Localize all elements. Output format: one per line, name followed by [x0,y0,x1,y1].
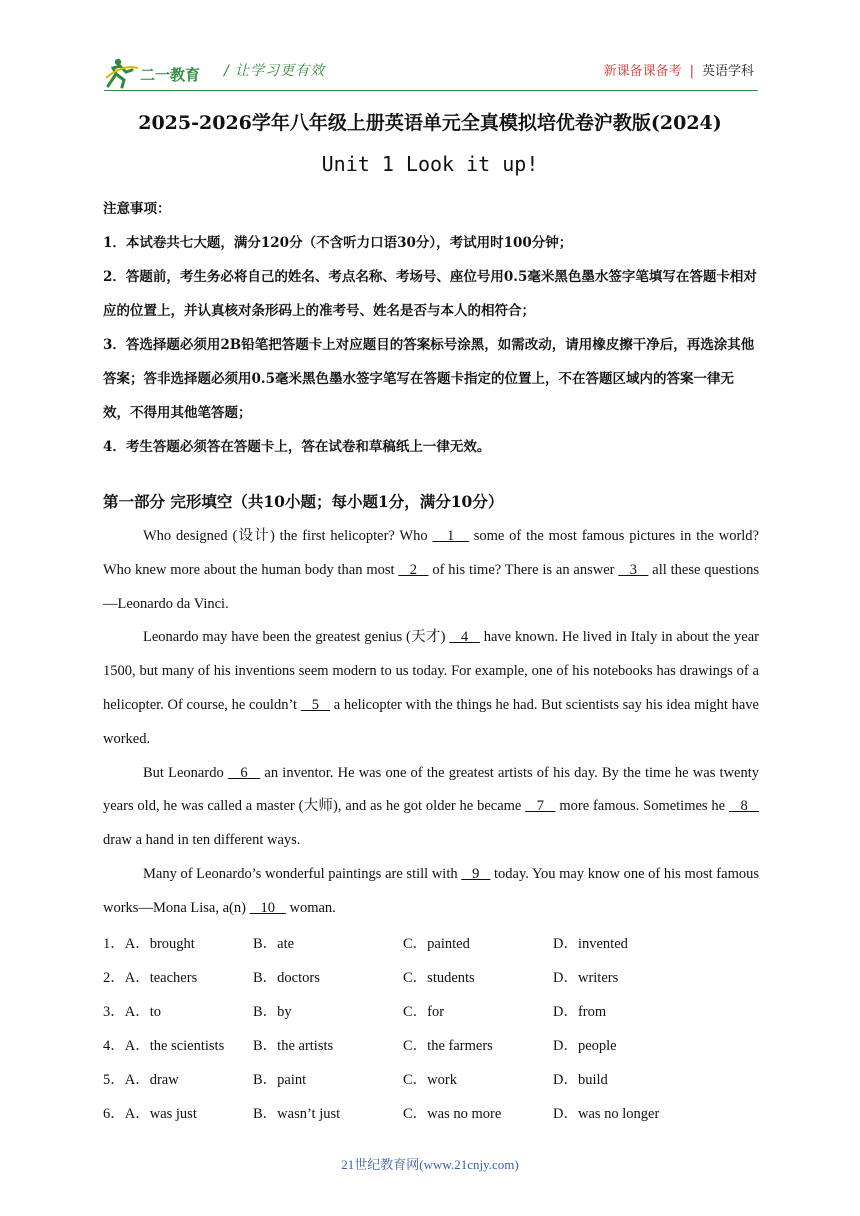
question-row [103,924,759,958]
header-subject [604,60,754,79]
option-a: 6．A．was just [103,1106,197,1122]
option-c: C．for [403,1004,445,1020]
note-item: 1．本试卷共七大题，满分120分（不含听力口语30分），考试用时100分钟； [103,235,573,251]
option-a: 3．A．to [103,1004,161,1020]
passage-text: of his time? There is an answer [428,561,619,578]
blank: 4 [449,629,480,646]
passage-text: Leonardo may have been the greatest genius (天才) [143,629,450,646]
blank: 2 [398,561,429,578]
header-divider [104,90,758,91]
option-c: C．the farmers [403,1038,493,1054]
passage-paragraph [103,757,759,858]
option-c: C．students [403,970,475,986]
option-a: 4．A．the scientists [103,1038,225,1054]
passage-text: woman. [285,899,336,916]
passage-text: today. You may know one of his most famous works—Mona Lisa, a(n) [103,865,759,916]
option-a: 1．A．brought [103,936,195,952]
logo [104,56,214,90]
option-d: D．invented [553,936,628,952]
blank: 7 [525,798,556,815]
question-row [103,958,759,992]
unit-title: Unit 1 Look it up! [321,152,539,176]
passage-text: draw a hand in ten different ways. [103,832,301,849]
option-c: C．work [403,1072,457,1088]
note-item: 2．答题前，考生务必将自己的姓名、考点名称、考场号、座位号用0.5毫米黑色墨水签字笔填写在答题卡相对应的位置上，并认真核对条形码上的准考号、姓名是否与本人的相符合； [103,269,757,319]
header-tag: 新课备课备考 [603,64,682,79]
passage-text: Many of Leonardo’s wonderful paintings are still with [143,865,462,882]
blank: 9 [461,865,491,882]
question-row [103,1060,759,1094]
passage-text: But Leonardo [143,764,228,781]
option-d: D．was no longer [553,1106,660,1122]
blank: 5 [300,696,331,713]
option-b: B．paint [253,1072,307,1088]
slogan: / 让学习更有效 [224,63,326,79]
page-title: 2025-2026学年八年级上册英语单元全真模拟培优卷沪教版(2024) [138,112,722,134]
option-d: D．people [553,1038,617,1054]
passage-text: more famous. Sometimes he [555,798,729,815]
page-header [0,0,860,100]
option-c: C．was no more [403,1106,502,1122]
blank: 3 [618,561,649,578]
blank: 10 [249,899,286,916]
blank: 1 [432,528,469,544]
header-separator: | [689,64,694,79]
option-b: B．ate [253,936,295,952]
option-a: 5．A．draw [103,1072,179,1088]
passage-text: all these questions—Leonardo da Vinci. [103,561,759,612]
option-b: B．by [253,1004,292,1020]
note-item: 4．考生答题必须答在答题卡上，答在试卷和草稿纸上一律无效。 [103,439,491,455]
option-c: C．painted [403,936,470,952]
passage-text: an inventor. He was one of the greatest artists of his day. By the time he was twenty years old, he was called a master (大师), and as he got older he became [103,764,760,815]
blank: 6 [227,764,261,781]
header-subject-label: 英语学科 [701,64,754,79]
passage-text: a helicopter with the things he had. But scientists say his idea might have worked. [103,696,759,747]
option-d: D．build [553,1072,608,1088]
option-b: B．the artists [253,1038,334,1054]
blank: 8 [728,798,760,815]
answer-options [103,924,759,1128]
passage-text: some of the most famous pictures in the world? Who knew more about the human body than most [103,528,759,578]
runner-icon [106,59,138,87]
option-b: B．wasn’t just [253,1106,341,1122]
question-row [103,1026,759,1060]
note-item: 3．答选择题必须用2B铅笔把答题卡上对应题目的答案标号涂黑，如需改动，请用橡皮擦干净后，再选涂其他答案；答非选择题必须用0.5毫米黑色墨水签字笔写在答题卡指定的位置上，不在答题区域内的答案一律无效，不得用其他笔答题； [103,337,755,421]
option-d: D．from [553,1004,607,1020]
option-d: D．writers [553,970,619,986]
passage-paragraph [103,858,759,926]
question-row [103,1094,759,1128]
exam-notes [103,192,759,464]
logo-text: 二一教育 [140,66,201,84]
section-title: 第一部分 完形填空（共10小题；每小题1分，满分10分） [103,492,504,511]
cloze-passage [103,520,759,926]
passage-paragraph [103,621,759,756]
question-row [103,992,759,1026]
passage-text: Who designed (设计) the first helicopter? Who [143,528,433,544]
option-b: B．doctors [253,970,320,986]
notes-heading: 注意事项： [103,201,171,217]
passage-text: have known. He lived in Italy in about the year 1500, but many of his inventions seem modern to us today. For example, one of his notebooks has drawings of a helicopter. Of course, he couldn’t [103,629,759,713]
passage-paragraph [103,520,759,621]
option-a: 2．A．teachers [103,970,198,986]
page-footer: 21世纪教育网(www.21cnjy.com) [341,1157,519,1172]
